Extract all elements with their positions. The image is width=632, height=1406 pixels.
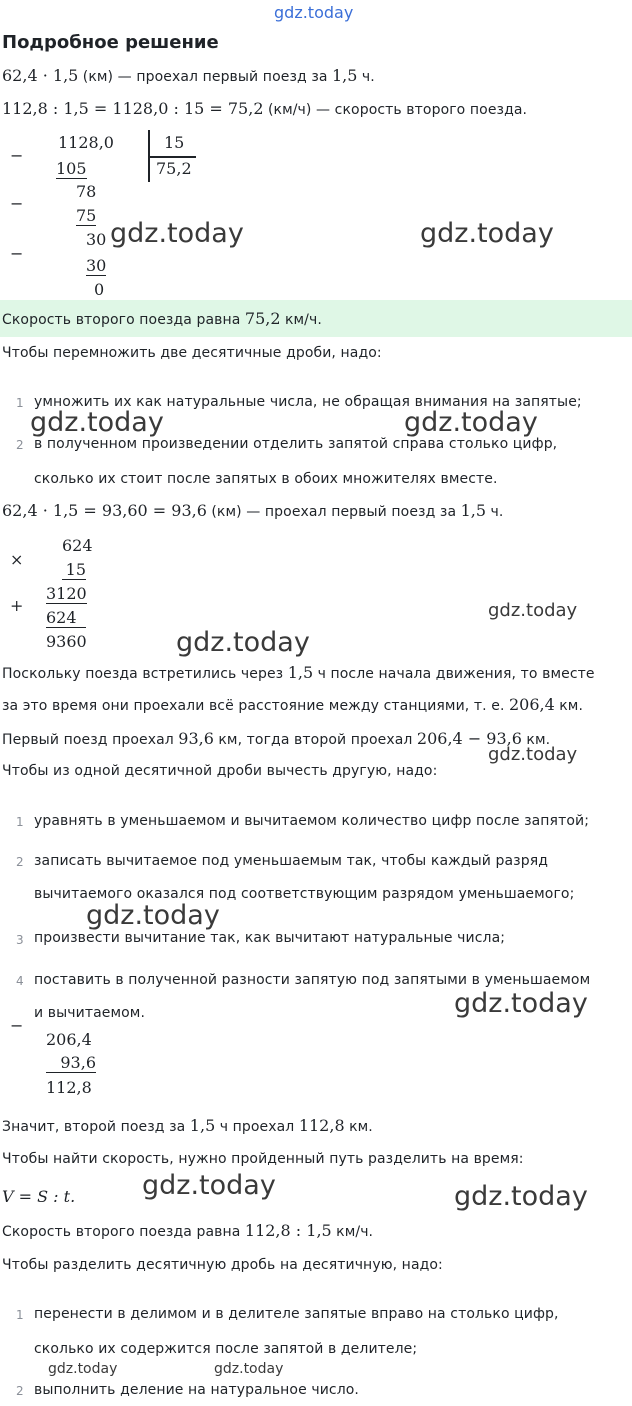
watermark: gdz.today <box>488 600 578 621</box>
factor-2: 15 <box>62 560 86 580</box>
remainder-2: 30 <box>86 230 107 249</box>
text-fragment: ч после начала движения, то вместе <box>317 666 595 682</box>
math-expression: 206,4 <box>508 695 555 714</box>
times-sign: × <box>10 550 24 569</box>
math-expression: 1,5 <box>460 501 487 520</box>
subtrahend-1: 105 <box>56 159 87 178</box>
text-fragment: Поскольку поезда встретились через <box>2 666 284 682</box>
watermark: gdz.today <box>142 1170 276 1201</box>
watermark: gdz.today <box>454 988 588 1019</box>
watermark: gdz.today <box>488 744 578 765</box>
partial-product-1: 3120 <box>46 584 87 603</box>
watermark: gdz.today <box>176 627 310 658</box>
math-expression: 75,2 <box>244 309 281 328</box>
text-fragment: ч. <box>361 69 375 85</box>
watermark: gdz.today <box>454 1181 588 1212</box>
list-item: произвести вычитание так, как вычитают натуральные числа; <box>34 930 506 946</box>
subtrahend: 93,6 <box>46 1053 96 1073</box>
plus-sign: + <box>10 596 24 615</box>
speed-formula: V = S : t. <box>2 1187 76 1206</box>
solution-line-6 <box>2 729 550 748</box>
minus-sign: − <box>10 244 24 263</box>
list-item: записать вычитаемое под уменьшаемым так, чтобы каждый разряд <box>34 853 549 869</box>
list-number: 1 <box>16 815 24 829</box>
answer-line-1 <box>2 309 322 328</box>
list-item-continuation: вычитаемого оказался под соответствующим разрядом уменьшаемого; <box>34 886 575 902</box>
math-expression: 112,8 : 1,5 = 1128,0 : 15 = 75,2 <box>2 99 264 118</box>
site-logo[interactable]: gdz.today <box>274 3 354 22</box>
math-expression: 62,4 · 1,5 <box>2 66 79 85</box>
solution-line-5 <box>2 695 583 714</box>
factor-1: 624 <box>62 536 93 555</box>
list-number: 2 <box>16 438 24 452</box>
list-item: умножить их как натуральные числа, не обращая внимания на запятые; <box>34 394 582 410</box>
remainder-final: 0 <box>94 280 105 299</box>
watermark: gdz.today <box>110 218 244 249</box>
minuend: 206,4 <box>46 1030 92 1049</box>
text-fragment: Скорость второго поезда равна <box>2 1224 241 1240</box>
text-fragment: км. <box>349 1119 373 1135</box>
list-item: поставить в полученной разности запятую под запятыми в уменьшаемом <box>34 972 591 988</box>
watermark: gdz.today <box>48 1361 118 1377</box>
page-title: Подробное решение <box>2 32 219 53</box>
list-number: 2 <box>16 1384 24 1398</box>
list-number: 1 <box>16 1308 24 1322</box>
solution-line-2 <box>2 99 527 118</box>
divisor-line <box>150 156 196 158</box>
text-fragment: за это время они проехали всё расстояние между станциями, т. е. <box>2 698 505 714</box>
solution-line-1 <box>2 66 375 85</box>
list-item: уравнять в уменьшаемом и вычитаемом количество цифр после запятой; <box>34 813 590 829</box>
subtrahend-2: 75 <box>76 206 97 225</box>
minus-sign: − <box>10 1016 24 1035</box>
text-fragment: км. <box>559 698 584 714</box>
text-fragment: Скорость второго поезда равна <box>2 312 241 328</box>
text-fragment: Первый поезд проехал <box>2 732 174 748</box>
solution-line-8 <box>2 1221 373 1240</box>
text-fragment: км/ч. <box>336 1224 374 1240</box>
text-fragment: км. <box>526 732 551 748</box>
subtrahend-3: 30 <box>86 256 107 275</box>
list-item: перенести в делимом и в делителе запятые вправо на столько цифр, <box>34 1306 559 1322</box>
math-expression: 112,8 : 1,5 <box>244 1221 332 1240</box>
quotient: 75,2 <box>156 159 192 178</box>
math-expression: 1,5 <box>287 663 314 682</box>
list-item: выполнить деление на натуральное число. <box>34 1382 359 1398</box>
text-fragment: Значит, второй поезд за <box>2 1119 186 1135</box>
rule-intro: Чтобы найти скорость, нужно пройденный путь разделить на время: <box>2 1151 524 1167</box>
text-fragment: (км) — проехал первый поезд за <box>211 504 457 520</box>
text-fragment: ч. <box>490 504 504 520</box>
rule-intro: Чтобы из одной десятичной дроби вычесть другую, надо: <box>2 763 438 779</box>
minus-sign: − <box>10 194 24 213</box>
partial-product-2: 624 <box>46 608 86 628</box>
dividend: 1128,0 <box>58 133 114 152</box>
math-expression: 112,8 <box>298 1116 345 1135</box>
list-number: 4 <box>16 974 24 988</box>
list-item-continuation: сколько их стоит после запятых в обоих множителях вместе. <box>34 471 498 487</box>
list-item: в полученном произведении отделить запятой справа столько цифр, <box>34 436 558 452</box>
watermark: gdz.today <box>420 218 554 249</box>
math-expression: 62,4 · 1,5 = 93,60 = 93,6 <box>2 501 207 520</box>
product: 9360 <box>46 632 87 651</box>
text-fragment: (км/ч) — скорость второго поезда. <box>267 102 528 118</box>
list-number: 2 <box>16 855 24 869</box>
difference: 112,8 <box>46 1078 92 1097</box>
text-fragment: ч проехал <box>219 1119 295 1135</box>
watermark: gdz.today <box>404 407 538 438</box>
remainder-1: 78 <box>76 182 97 201</box>
watermark: gdz.today <box>86 900 220 931</box>
watermark: gdz.today <box>214 1361 284 1377</box>
list-item-continuation: и вычитаемом. <box>34 1005 146 1021</box>
text-fragment: (км) — проехал первый поезд за <box>82 69 328 85</box>
math-expression: 93,6 <box>178 729 214 748</box>
list-number: 1 <box>16 396 24 410</box>
rule-intro: Чтобы перемножить две десятичные дроби, надо: <box>2 345 382 361</box>
math-expression: 206,4 − 93,6 <box>416 729 522 748</box>
text-fragment: км, тогда второй проехал <box>218 732 413 748</box>
solution-line-3 <box>2 501 503 520</box>
solution-line-7 <box>2 1116 373 1135</box>
watermark: gdz.today <box>30 407 164 438</box>
math-expression: 1,5 <box>189 1116 216 1135</box>
math-expression: 1,5 <box>332 66 358 85</box>
list-number: 3 <box>16 933 24 947</box>
solution-line-4 <box>2 663 595 682</box>
rule-intro: Чтобы разделить десятичную дробь на десятичную, надо: <box>2 1257 443 1273</box>
list-item-continuation: сколько их содержится после запятой в делителе; <box>34 1341 418 1357</box>
divisor: 15 <box>164 133 185 152</box>
minus-sign: − <box>10 146 24 165</box>
text-fragment: км/ч. <box>284 312 322 328</box>
